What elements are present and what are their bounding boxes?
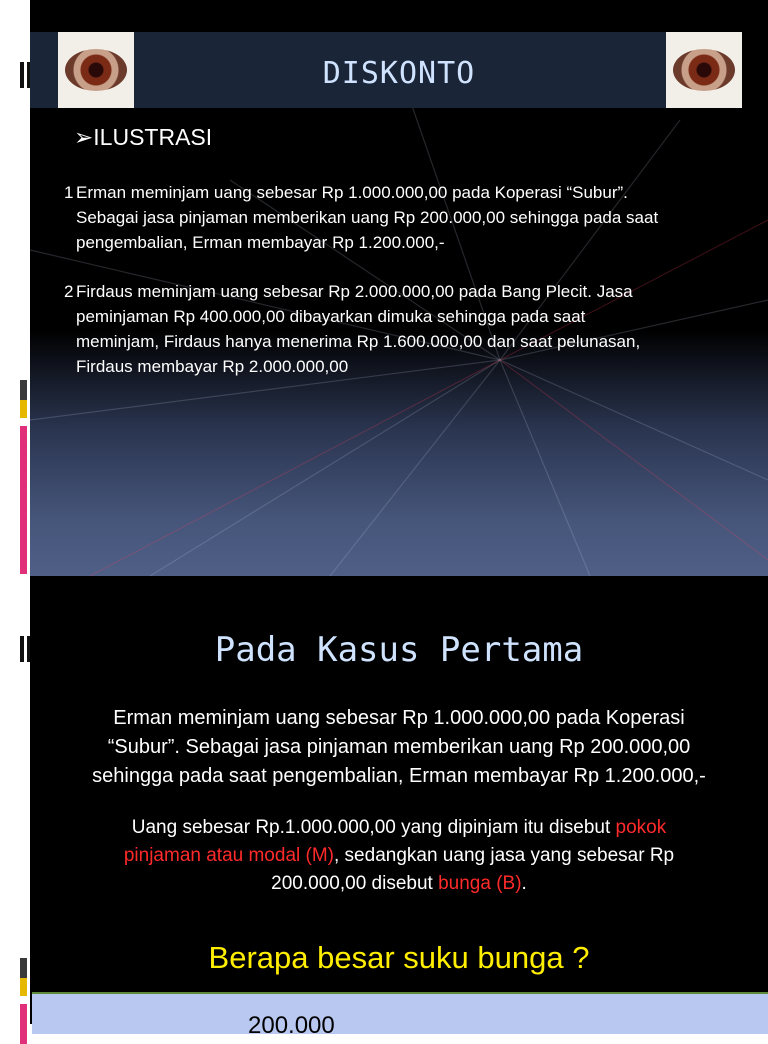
list-item-line: peminjaman Rp 400.000,00 dibayarkan dimuka sehingga pada saat <box>76 307 586 326</box>
slide-2 <box>30 576 768 1039</box>
section-heading: ➢ILUSTRASI <box>74 124 213 150</box>
slide-title: DISKONTO <box>322 56 476 91</box>
definition-text: Uang sebesar Rp.1.000.000,00 yang dipinjam itu disebut <box>131 817 616 838</box>
definition-text: 200.000,00 disebut <box>271 873 439 894</box>
principal-term-cont: pinjaman atau modal (M) <box>123 845 334 866</box>
list-item-number: 2 <box>64 282 74 301</box>
list-item <box>64 180 744 255</box>
list-item-line: Firdaus meminjam uang sebesar Rp 2.000.000,00 pada Bang Plecit. Jasa <box>76 282 633 301</box>
list-item-line: meminjam, Firdaus hanya menerima Rp 1.600.000,00 dan saat pelunasan, <box>76 332 641 351</box>
question-heading: Berapa besar suku bunga ? <box>208 940 590 975</box>
list-item-line: Erman meminjam uang sebesar Rp 1.000.000,00 pada Koperasi “Subur”. <box>76 183 628 202</box>
definition-text: . <box>521 873 527 894</box>
slide2-color-strip <box>20 958 27 1044</box>
formula-box <box>32 992 768 1039</box>
definition-paragraph <box>52 814 746 898</box>
list-item-line: pengembalian, Erman membayar Rp 1.200.000,- <box>76 233 445 252</box>
definition-text: , sedangkan uang jasa yang sebesar Rp <box>334 845 675 866</box>
case-description <box>52 704 746 791</box>
principal-term: pokok <box>615 817 667 838</box>
list-item-number: 1 <box>64 183 74 202</box>
list-item <box>64 279 744 379</box>
slide-title: Pada Kasus Pertama <box>214 630 584 670</box>
list-item-line: Sebagai jasa pinjaman memberikan uang Rp 200.000,00 sehingga pada saat <box>76 208 659 227</box>
slide1-color-strip <box>20 380 27 574</box>
case-line: Erman meminjam uang sebesar Rp 1.000.000,00 pada Koperasi <box>113 707 685 729</box>
interest-term: bunga (B) <box>438 873 522 894</box>
slide-1 <box>30 0 768 576</box>
formula-numerator: 200.000 <box>248 1012 335 1039</box>
case-line: “Subur”. Sebagai jasa pinjaman memberikan uang Rp 200.000,00 <box>107 736 691 758</box>
list-item-line: Firdaus membayar Rp 2.000.000,00 <box>76 357 349 376</box>
case-line: sehingga pada saat pengembalian, Erman membayar Rp 1.200.000,- <box>92 765 706 787</box>
